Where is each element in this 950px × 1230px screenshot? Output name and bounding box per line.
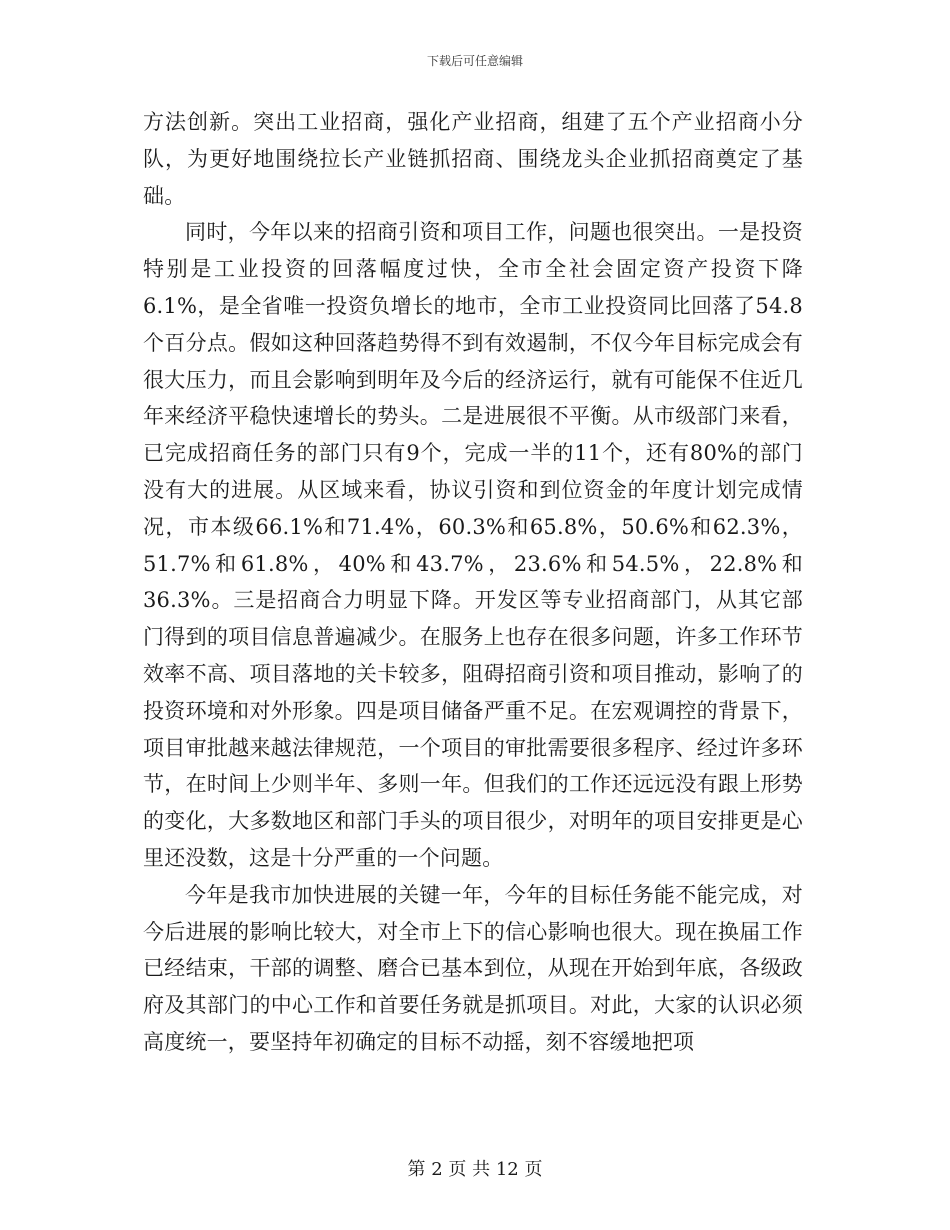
document-body <box>143 104 803 1061</box>
paragraph-2: 同时，今年以来的招商引资和项目工作，问题也很突出。一是投资特别是工业投资的回落幅度过快，全市全社会固定资产投资下降6.1%，是全省唯一投资负增长的地市，全市工业投资同比回落了54.8个百分点。假如这种回落趋势得不到有效遏制，不仅今年目标完成会有很大压力，而且会影响到明年及今后的经济运行，就有可能保不住近几年来经济平稳快速增长的势头。二是进展很不平衡。从市级部门来看，已完成招商任务的部门只有9个，完成一半的11个，还有80%的部门没有大的进展。从区域来看，协议引资和到位资金的年度计划完成情况，市本级66.1%和71.4%，60.3%和65.8%，50.6%和62.3%，51.7%和61.8%，40%和43.7%，23.6%和54.5%，22.8%和36.3%。三是招商合力明显下降。开发区等专业招商部门，从其它部门得到的项目信息普遍减少。在服务上也存在很多问题，许多工作环节效率不高、项目落地的关卡较多，阻碍招商引资和项目推动，影响了的投资环境和对外形象。四是项目储备严重不足。在宏观调控的背景下，项目审批越来越法律规范，一个项目的审批需要很多程序、经过许多环节，在时间上少则半年、多则一年。但我们的工作还远远没有跟上形势的变化，大多数地区和部门手头的项目很少，对明年的项目安排更是心里还没数，这是十分严重的一个问题。 <box>143 220 803 870</box>
page-number: 第 2 页 共 12 页 <box>407 1159 543 1180</box>
paragraph-1: 方法创新。突出工业招商，强化产业招商，组建了五个产业招商小分队，为更好地围绕拉长产业链抓招商、围绕龙头企业抓招商奠定了基础。 <box>143 110 803 208</box>
paragraph-3: 今年是我市加快进展的关键一年，今年的目标任务能不能完成，对今后进展的影响比较大，对全市上下的信心影响也很大。现在换届工作已经结束，干部的调整、磨合已基本到位，从现在开始到年底，各级政府及其部门的中心工作和首要任务就是抓项目。对此，大家的认识必须高度统一，要坚持年初确定的目标不动摇，刻不容缓地把项 <box>143 882 803 1054</box>
page-header-note: 下载后可任意编辑 <box>426 54 523 68</box>
